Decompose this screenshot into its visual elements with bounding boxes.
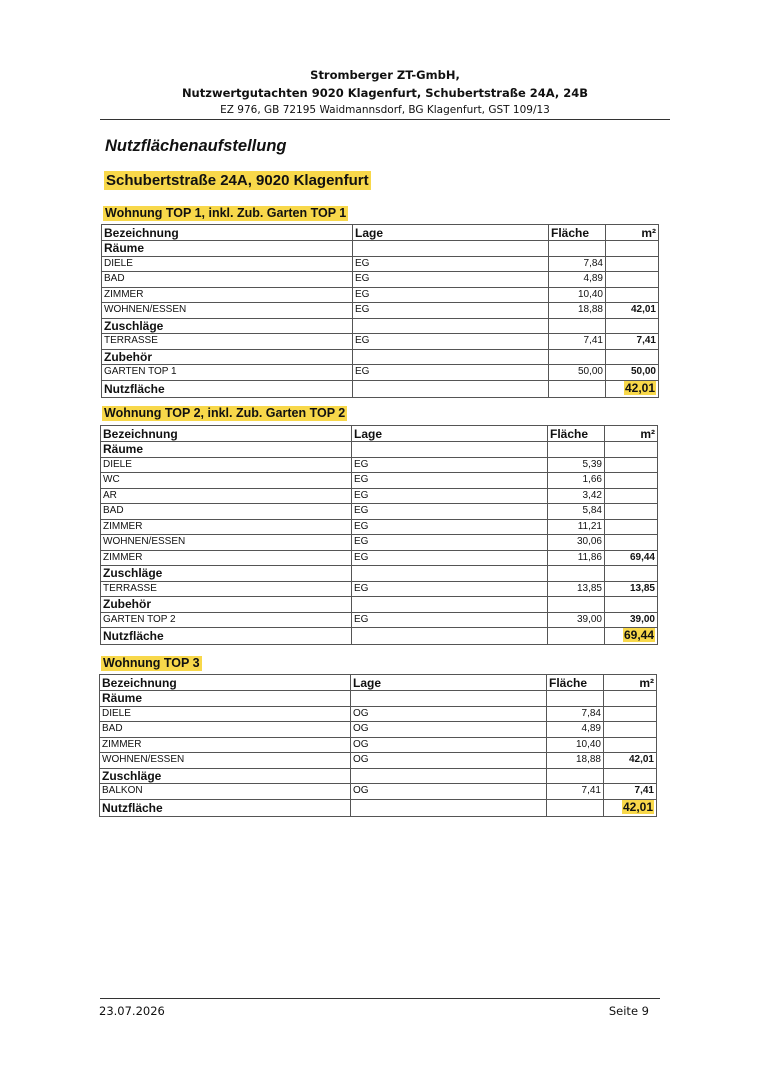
document-title: Nutzflächenaufstellung [105,137,287,155]
table-row [102,303,659,319]
table-row [101,504,658,520]
empty-cell [353,349,549,365]
room-level: OG [351,737,547,753]
empty-cell [351,768,547,784]
table-row [102,287,659,303]
empty-cell [548,628,605,645]
room-name: BAD [100,722,351,738]
table-row [100,722,657,738]
empty-cell [548,566,605,582]
table-row [100,753,657,769]
room-area: 7,41 [547,784,604,800]
total-row [102,380,659,397]
column-header-flaeche: Fläche [549,225,606,241]
room-level: EG [353,287,549,303]
empty-cell [605,597,658,613]
section-row [101,566,658,582]
report-subject: Nutzwertgutachten 9020 Klagenfurt, Schubertstraße 24A, 24B [181,86,589,100]
empty-cell [351,799,547,816]
area-subtotal [606,272,659,288]
area-subtotal [605,535,658,551]
room-level: EG [352,550,548,566]
column-header-m2: m² [605,426,658,442]
empty-cell [548,442,605,458]
room-area: 4,89 [549,272,606,288]
section-label: Zubehör [102,349,353,365]
empty-cell [352,597,548,613]
room-level: OG [351,706,547,722]
room-area: 13,85 [548,581,605,597]
total-value: 42,01 [624,380,655,395]
room-level: OG [351,753,547,769]
table-row [100,784,657,800]
empty-cell [547,691,604,707]
section-row [102,318,659,334]
room-area: 4,89 [547,722,604,738]
section-row [100,768,657,784]
room-area: 7,84 [549,256,606,272]
empty-cell [549,241,606,257]
room-area: 11,86 [548,550,605,566]
section-row [101,597,658,613]
room-area: 5,84 [548,504,605,520]
section-label: Zuschläge [102,318,353,334]
room-level: EG [352,473,548,489]
room-name: GARTEN TOP 2 [101,612,352,628]
table-row [101,457,658,473]
area-subtotal [605,473,658,489]
section-label: Zuschläge [100,768,351,784]
area-subtotal: 7,41 [606,334,659,350]
table-row [101,519,658,535]
section-row [101,442,658,458]
empty-cell [606,241,659,257]
area-subtotal [605,488,658,504]
total-label: Nutzfläche [100,799,351,816]
area-subtotal [605,519,658,535]
room-area: 18,88 [549,303,606,319]
area-subtotal: 42,01 [604,753,657,769]
page-header [100,66,670,118]
total-value: 42,01 [622,799,653,814]
empty-cell [604,768,657,784]
empty-cell [549,318,606,334]
footer-date: 23.07.2026 [99,1004,165,1018]
column-header-bezeichnung: Bezeichnung [101,426,352,442]
area-subtotal: 13,85 [605,581,658,597]
table-row [101,581,658,597]
empty-cell [548,597,605,613]
section-label: Zuschläge [101,566,352,582]
empty-cell [351,691,547,707]
table-row [102,272,659,288]
room-name: WOHNEN/ESSEN [101,535,352,551]
total-value-cell [604,799,657,816]
empty-cell [604,691,657,707]
total-label: Nutzfläche [102,380,353,397]
empty-cell [353,241,549,257]
header-divider [100,119,670,120]
room-level: EG [352,504,548,520]
room-area: 5,39 [548,457,605,473]
empty-cell [549,380,606,397]
room-level: OG [351,722,547,738]
room-level: EG [352,488,548,504]
empty-cell [605,442,658,458]
room-area: 1,66 [548,473,605,489]
empty-cell [606,349,659,365]
room-level: EG [352,612,548,628]
table-row [101,473,658,489]
area-subtotal [604,706,657,722]
room-area: 7,41 [549,334,606,350]
area-subtotal [605,504,658,520]
room-level: EG [353,365,549,381]
room-name: WC [101,473,352,489]
total-row [100,799,657,816]
room-level: EG [352,581,548,597]
empty-cell [549,349,606,365]
company-name: Stromberger ZT-GmbH, [310,68,460,82]
room-name: BAD [102,272,353,288]
section-row [102,241,659,257]
area-subtotal [604,737,657,753]
empty-cell [605,566,658,582]
empty-cell [353,380,549,397]
unit-title-top-1: Wohnung TOP 1, inkl. Zub. Garten TOP 1 [105,206,347,220]
empty-cell [352,566,548,582]
room-name: ZIMMER [100,737,351,753]
room-name: BAD [101,504,352,520]
table-row [102,334,659,350]
column-header-lage: Lage [353,225,549,241]
table-row [100,706,657,722]
room-name: ZIMMER [102,287,353,303]
area-subtotal: 7,41 [604,784,657,800]
table-row [101,535,658,551]
room-area: 11,21 [548,519,605,535]
section-label: Räume [101,442,352,458]
column-header-lage: Lage [352,426,548,442]
room-level: EG [353,272,549,288]
area-subtotal [604,722,657,738]
total-row [101,628,658,645]
column-header-lage: Lage [351,675,547,691]
room-area: 3,42 [548,488,605,504]
room-name: DIELE [102,256,353,272]
room-area: 39,00 [548,612,605,628]
room-level: EG [353,334,549,350]
area-subtotal [606,256,659,272]
column-header-bezeichnung: Bezeichnung [100,675,351,691]
page-number: Seite 9 [608,1004,649,1018]
unit-title-top-3: Wohnung TOP 3 [103,656,200,670]
empty-cell [352,628,548,645]
room-area: 18,88 [547,753,604,769]
empty-cell [606,318,659,334]
section-label: Zubehör [101,597,352,613]
column-header-flaeche: Fläche [547,675,604,691]
room-name: DIELE [100,706,351,722]
room-level: OG [351,784,547,800]
room-level: EG [352,457,548,473]
room-area: 10,40 [547,737,604,753]
area-table-top-1 [101,224,659,398]
room-name: TERRASSE [102,334,353,350]
area-subtotal [605,457,658,473]
table-row [102,365,659,381]
section-label: Räume [100,691,351,707]
section-row [100,691,657,707]
room-area: 10,40 [549,287,606,303]
area-subtotal: 42,01 [606,303,659,319]
area-subtotal: 39,00 [605,612,658,628]
section-row [102,349,659,365]
room-level: EG [352,519,548,535]
table-row [100,737,657,753]
building-address: Schubertstraße 24A, 9020 Klagenfurt [106,172,369,189]
room-name: TERRASSE [101,581,352,597]
room-area: 50,00 [549,365,606,381]
empty-cell [352,442,548,458]
column-header-flaeche: Fläche [548,426,605,442]
land-registry-info: EZ 976, GB 72195 Waidmannsdorf, BG Klagenfurt, GST 109/13 [220,104,550,116]
room-level: EG [353,256,549,272]
table-row [101,550,658,566]
total-value: 69,44 [623,628,654,642]
area-subtotal: 50,00 [606,365,659,381]
empty-cell [547,799,604,816]
table-row [101,612,658,628]
area-table-top-3 [99,674,657,817]
total-value-cell [606,380,659,397]
room-area: 7,84 [547,706,604,722]
empty-cell [353,318,549,334]
room-name: WOHNEN/ESSEN [100,753,351,769]
table-row [102,256,659,272]
room-name: AR [101,488,352,504]
footer-divider [100,998,660,999]
room-name: WOHNEN/ESSEN [102,303,353,319]
room-level: EG [353,303,549,319]
table-header-row [100,675,657,691]
empty-cell [547,768,604,784]
room-name: ZIMMER [101,550,352,566]
room-name: GARTEN TOP 1 [102,365,353,381]
room-name: BALKON [100,784,351,800]
total-label: Nutzfläche [101,628,352,645]
column-header-bezeichnung: Bezeichnung [102,225,353,241]
table-header-row [101,426,658,442]
room-name: DIELE [101,457,352,473]
unit-title-top-2: Wohnung TOP 2, inkl. Zub. Garten TOP 2 [104,406,346,420]
column-header-m2: m² [604,675,657,691]
table-header-row [102,225,659,241]
area-subtotal [606,287,659,303]
room-area: 30,06 [548,535,605,551]
room-name: ZIMMER [101,519,352,535]
section-label: Räume [102,241,353,257]
column-header-m2: m² [606,225,659,241]
table-row [101,488,658,504]
area-subtotal: 69,44 [605,550,658,566]
total-value-cell [605,628,658,645]
area-table-top-2 [100,425,658,645]
room-level: EG [352,535,548,551]
